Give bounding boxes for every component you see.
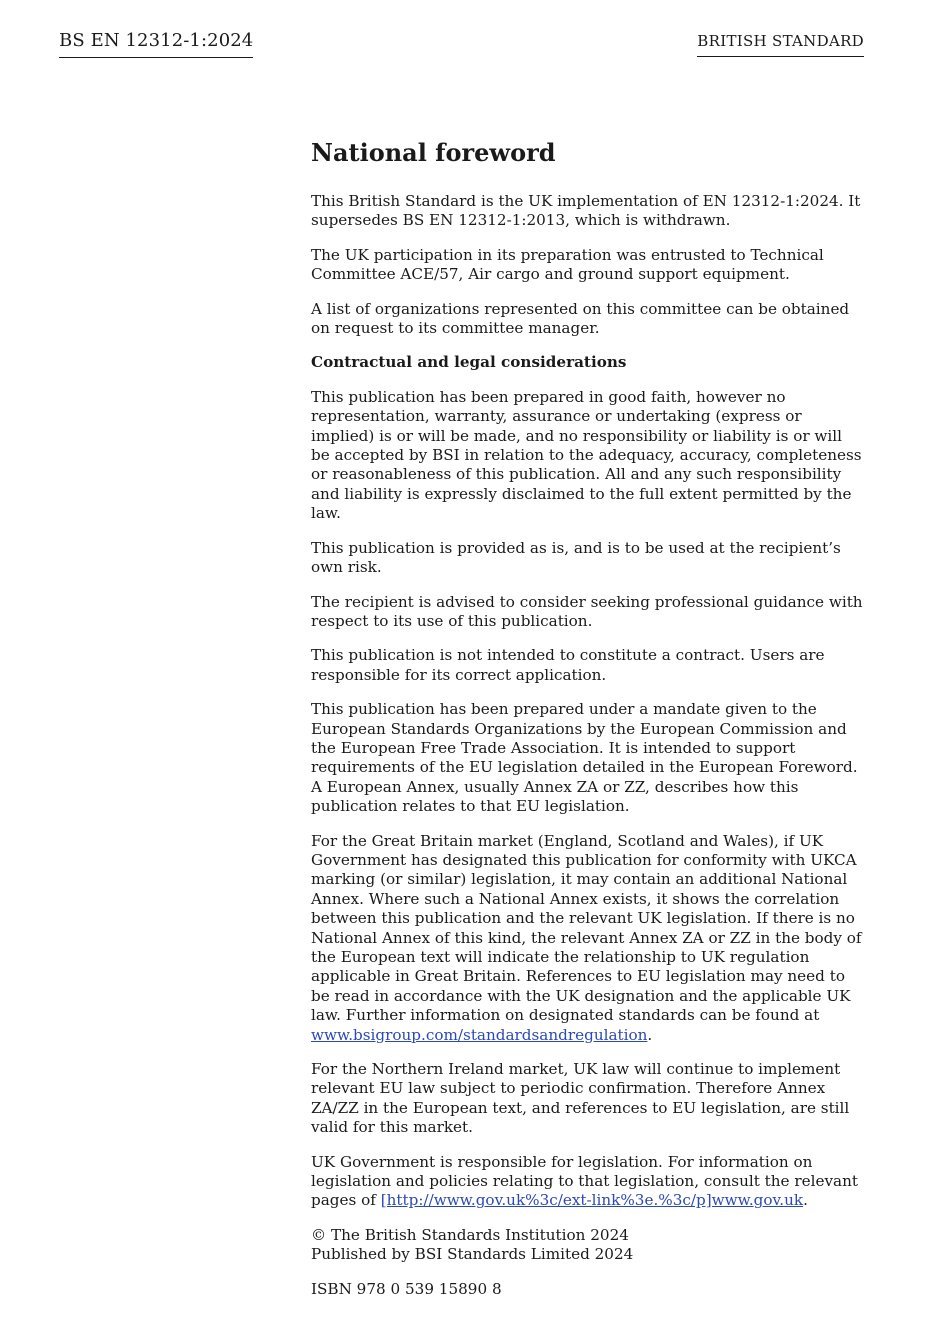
paragraph-own-risk: This publication is provided as is, and is to be used at the recipient’s own risk. <box>311 538 841 577</box>
paragraph-good-faith: This publication has been prepared in good faith, however no representation, warranty, assurance or undertaking (express or implied) is or will be made, and no responsibility or liability is or will be accepted by BSI in relation to the adequacy, accuracy, completeness or reasonableness of this publication. All and any such responsibility and liability is expressly disclaimed to the full extent permitted by the law. <box>311 387 862 523</box>
paragraph-participation: The UK participation in its preparation was entrusted to Technical Committee ACE/57, Air cargo and ground support equipment. <box>311 245 824 284</box>
document-code: BS EN 12312-1:2024 <box>59 30 253 58</box>
paragraph-northern-ireland: For the Northern Ireland market, UK law will continue to implement relevant EU law subject to periodic confirmation. Therefore Annex ZA/ZZ in the European text, and references to EU legislation, are still valid for this market. <box>311 1060 850 1137</box>
bsigroup-link[interactable]: www.bsigroup.com/standardsandregulation <box>311 1025 648 1044</box>
paragraph-not-contract: This publication is not intended to constitute a contract. Users are responsible for its correct application. <box>311 646 825 684</box>
paragraph-uk-government-end: . <box>803 1191 808 1210</box>
paragraph-mandate: This publication has been prepared under a mandate given to the European Standards Organizations by the European Commission and the European Free Trade Association. It is intended to support requirements of the EU legislation detailed in the European Foreword. A European Annex, usually Annex ZA or ZZ, describes how this publication relates to that EU legislation. <box>311 700 858 816</box>
document-type-label: BRITISH STANDARD <box>697 32 864 57</box>
page-title: National foreword <box>311 138 556 167</box>
paragraph-professional-guidance: The recipient is advised to consider seeking professional guidance with respect to its use of this publication. <box>311 592 863 630</box>
isbn-line: ISBN 978 0 539 15890 8 <box>311 1279 502 1298</box>
section-subheading: Contractual and legal considerations <box>311 353 627 372</box>
copyright-line: © The British Standards Institution 2024 <box>311 1225 629 1244</box>
paragraph-uk-government <box>311 1153 865 1211</box>
publisher-line: Published by BSI Standards Limited 2024 <box>311 1245 634 1264</box>
paragraph-committee-list: A list of organizations represented on this committee can be obtained on request to its committee manager. <box>311 299 850 338</box>
paragraph-great-britain <box>311 832 865 1045</box>
paragraph-great-britain-end: . <box>647 1025 653 1044</box>
paragraph-great-britain-text: For the Great Britain market (England, Scotland and Wales), if UK Government has designated this publication for conformity with UKCA marking (or similar) legislation, it may contain an additional National Annex. Where such a National Annex exists, it shows the correlation between this publication and the relevant UK legislation. If there is no National Annex of this kind, the relevant Annex ZA or ZZ in the body of the European text will indicate the relationship to UK regulation applicable in Great Britain. References to EU legislation may need to be read in accordance with the UK designation and the applicable UK law. Further information on designated standards can be found at <box>311 831 862 1025</box>
foreword-content <box>311 138 865 1314</box>
paragraph-implementation: This British Standard is the UK implementation of EN 12312-1:2024. It supersedes BS EN 12312-1:2013, which is withdrawn. <box>311 192 861 230</box>
paragraph-uk-government-text: UK Government is responsible for legislation. For information on legislation and policies relating to that legislation, consult the relevant pages of <box>311 1152 858 1210</box>
copyright-block <box>311 1226 865 1265</box>
gov-uk-link[interactable]: [http://www.gov.uk%3c/ext-link%3e.%3c/p]www.gov.uk <box>380 1191 804 1210</box>
